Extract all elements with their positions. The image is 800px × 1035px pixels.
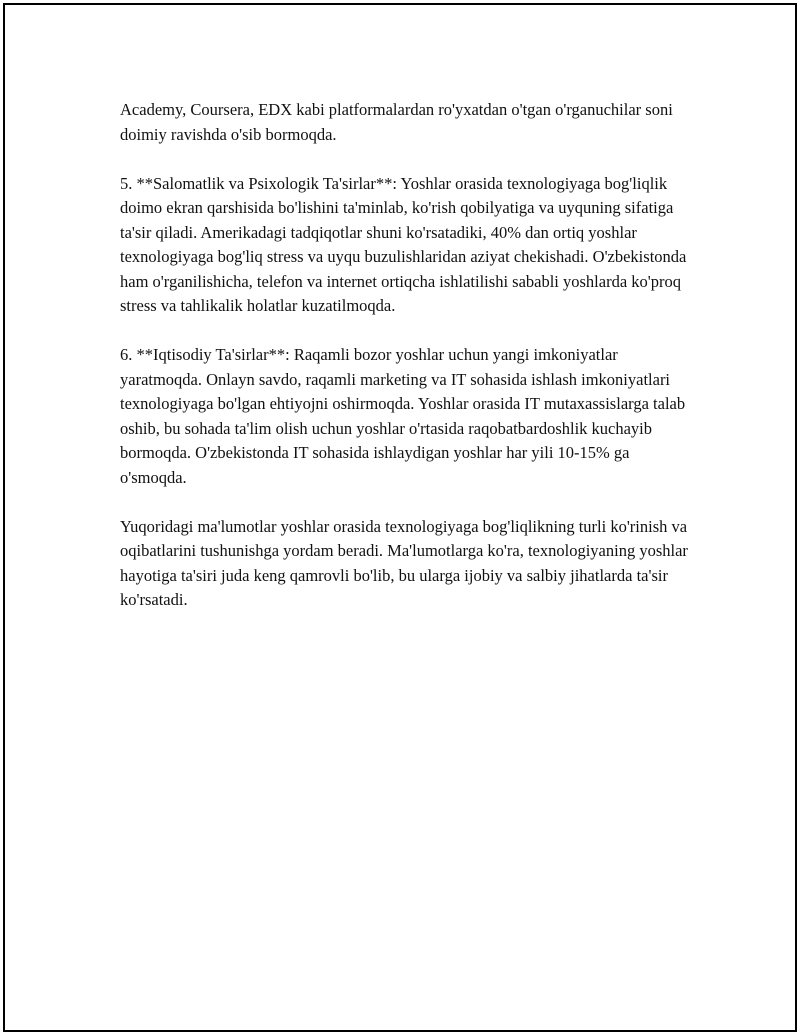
paragraph-continuation: Academy, Coursera, EDX kabi platformalardan ro'yxatdan o'tgan o'rganuchilar soni doimiy ravishda o'sib bormoqda. xyxy=(120,100,673,144)
paragraph-economic-effects: 6. **Iqtisodiy Ta'sirlar**: Raqamli bozor yoshlar uchun yangi imkoniyatlar yaratmoqda. Onlayn savdo, raqamli marketing va IT sohasida ishlash imkoniyatlari texnologiyaga bo'lgan ehtiyojni oshirmoqda. Yoshlar orasida IT mutaxassislarga talab oshib, bu sohada ta'lim olish uchun yoshlar o'rtasida raqobatbardoshlik kuchayib bormoqda. O'zbekistonda IT sohasida ishlaydigan yoshlar har yili 10-15% ga o'smoqda. xyxy=(120,345,686,487)
document-page xyxy=(3,3,797,1032)
paragraph-conclusion: Yuqoridagi ma'lumotlar yoshlar orasida texnologiyaga bog'liqlikning turli ko'rinish va oqibatlarini tushunishga yordam beradi. Ma'lumotlarga ko'ra, texnologiyaning yoshlar hayotiga ta'siri juda keng qamrovli bo'lib, bu ularga ijobiy va salbiy jihatlarda ta'sir ko'rsatadi. xyxy=(120,516,688,609)
document-body xyxy=(120,98,692,637)
paragraph-health-effects: 5. **Salomatlik va Psixologik Ta'sirlar**: Yoshlar orasida texnologiyaga bog'liqlik doimo ekran qarshisida bo'lishini ta'minlab, ko'rish qobilyatiga va uyquning sifatiga ta'sir qiladi. Amerikadagi tadqiqotlar shuni ko'rsatadiki, 40% dan ortiq yoshlar texnologiyaga bog'liq stress va uyqu buzulishlaridan aziyat chekishadi. O'zbekistonda ham o'rganilishicha, telefon va internet ortiqcha ishlatilishi sababli yoshlarda ko'proq stress va tahlikalik holatlar kuzatilmoqda. xyxy=(120,173,687,315)
